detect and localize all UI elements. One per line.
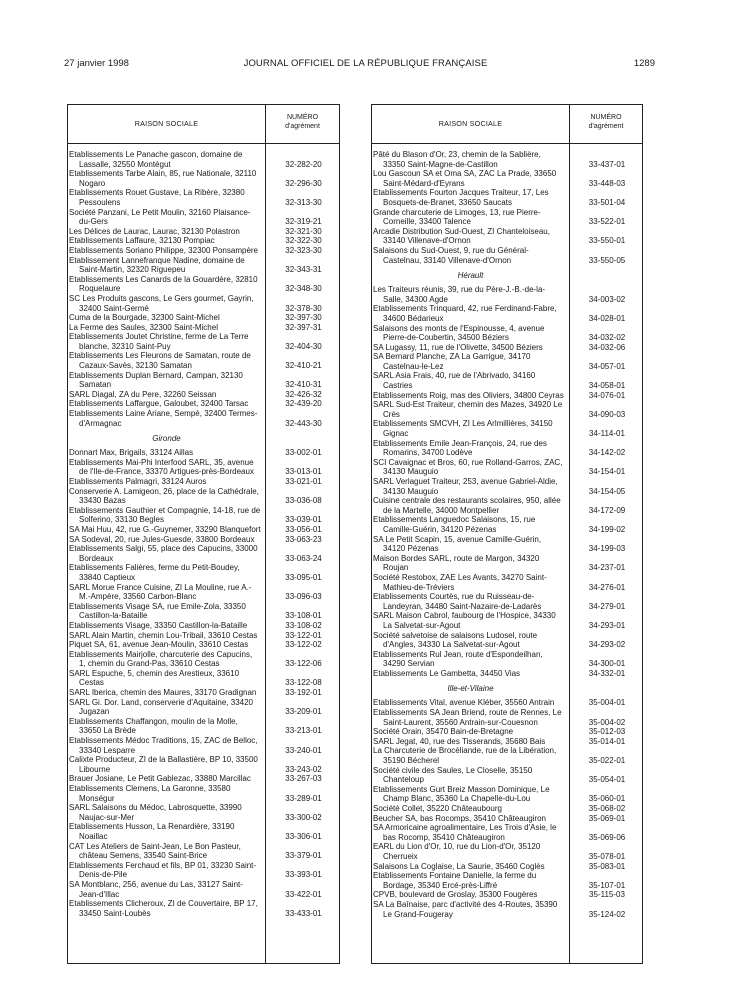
agrement-number-cell: 33-213-01: [285, 726, 322, 736]
agrement-number-cell: 33-063-23: [285, 534, 322, 544]
agrement-number-cell: 34-076-01: [588, 390, 626, 400]
department-heading: Hérault: [457, 271, 484, 281]
raison-sociale-cell: Etablissements Mairjolle, charcuterie des Capucins, 1, chemin du Grand-Pas, 33610 Cestas: [69, 649, 253, 669]
raison-sociale-cell: Etablissements Salgi, 55, place des Capucins, 33000 Bordeaux: [69, 544, 258, 563]
raison-sociale-cell: Arcadie Distribution Sud-Ouest, ZI Chanteloiseau, 33140 Villenave-d'Ornon: [373, 226, 550, 246]
raison-sociale-cell: SARL Gi. Dor. Land, conserverie d'Aquitaine, 33420 Jugazan: [69, 697, 254, 717]
raison-sociale-cell: Etablissements Falières, ferme du Petit-Boudey, 33840 Captieux: [69, 563, 240, 582]
agrement-number-cell: 33-437-01: [588, 159, 626, 169]
agrement-number-cell: 32-410-21: [285, 361, 322, 371]
table-row: [68, 583, 339, 602]
agrement-number-cell: 35-022-01: [588, 756, 626, 766]
raison-sociale-cell: Etablissements Soriano Philippe, 32300 Ponsampère: [69, 245, 259, 255]
table-row: [372, 804, 642, 814]
header-raison-sociale: RAISON SOCIALE: [438, 119, 503, 128]
raison-sociale-cell: Cuma de la Bourgade, 32300 Saint-Michel: [69, 313, 220, 323]
department-heading: Gironde: [152, 434, 181, 444]
raison-sociale-cell: Etablissements Les Canards de la Gouardère, 32810 Roquelaure: [69, 274, 258, 294]
raison-sociale-cell: Pâté du Blason d'Or, 23, chemin de la Sablière, 33350 Saint-Magne-de-Castillon: [373, 150, 541, 169]
table-row: [372, 285, 642, 304]
agrement-number-cell: 34-300-01: [588, 659, 626, 669]
agrement-number-cell: 35-012-03: [588, 727, 626, 737]
table-row: [372, 871, 642, 890]
raison-sociale-cell: Calixte Producteur, ZI de la Ballastière, BP 10, 33500 Libourne: [69, 755, 258, 774]
agrement-number-cell: 33-306-01: [285, 831, 322, 841]
table-row: [68, 506, 339, 525]
right-table-body: [372, 144, 642, 919]
raison-sociale-cell: SARL Sud-Est Traiteur, chemin des Mazes, 34920 Le Crès: [373, 400, 563, 419]
raison-sociale-cell: SARL Morue France Cuisine, ZI La Moulinе, rue A.-M.-Ampère, 33560 Carbon-Blanc: [69, 582, 252, 602]
table-row: [68, 717, 339, 736]
agrement-number-cell: 34-293-01: [588, 620, 626, 630]
raison-sociale-cell: Grande charcuterie de Limoges, 13, rue Pierre-Corneille, 33400 Talence: [373, 207, 541, 227]
agrement-number-cell: 33-422-01: [285, 889, 322, 899]
agrement-number-cell: 32-296-30: [285, 178, 322, 188]
raison-sociale-cell: SA Bernard Planche, ZA La Garrigue, 34170 Castelnau-le-Lez: [373, 352, 531, 371]
issue-date: 27 janvier 1998: [64, 58, 129, 69]
table-row: [68, 899, 339, 918]
table-row: [68, 487, 339, 506]
table-row: [68, 208, 339, 227]
agrement-number-cell: 34-142-02: [588, 448, 626, 458]
agrement-number-cell: 32-282-20: [285, 159, 322, 169]
table-row: [68, 477, 339, 487]
agrement-number-cell: 33-122-08: [285, 678, 322, 688]
table-row: [372, 439, 642, 458]
agrement-number-cell: 32-426-32: [285, 389, 322, 399]
raison-sociale-cell: SARL Asia Frais, 40, rue de l'Abrivado, 34160 Castries: [373, 371, 536, 391]
table-row: [372, 535, 642, 554]
agrement-number-cell: 32-321-30: [285, 226, 322, 236]
raison-sociale-cell: Etablissements Husson, La Renardière, 33190 Noaillac: [69, 822, 235, 841]
raison-sociale-cell: Société Collet, 35220 Châteaubourg: [373, 804, 502, 813]
table-row: [68, 774, 339, 784]
table-row: [372, 419, 642, 438]
table-row: [68, 822, 339, 841]
table-row: [372, 169, 642, 188]
table-row: [372, 823, 642, 842]
raison-sociale-cell: Etablissements Chaffangon, moulin de la Molle, 33650 La Brède: [69, 716, 238, 736]
agrement-number-cell: 35-083-01: [588, 861, 626, 871]
agrement-number-cell: 34-199-02: [588, 524, 626, 534]
raison-sociale-cell: SARL Maison Cabrol, faubourg de l'Hospice, 34330 La Salvetat-sur-Agout: [373, 611, 556, 630]
header-numero: [570, 113, 642, 131]
agrement-number-cell: 33-192-01: [285, 688, 322, 698]
left-table-body: [68, 144, 339, 918]
agrement-number-cell: 33-122-01: [285, 630, 322, 640]
agrement-number-cell: 34-154-01: [588, 467, 626, 477]
agrement-number-cell: 35-004-01: [588, 698, 626, 708]
raison-sociale-cell: Etablissements SA Jean Briend, route de Rennes, Le Saint-Laurent, 35560 Antrain-sur-Couesnon: [373, 708, 562, 727]
raison-sociale-cell: Etablissements Roig, mas des Oliviers, 34800 Ceyras: [373, 390, 564, 400]
raison-sociale-cell: Etablissements Le Gambetta, 34450 Vias: [373, 668, 521, 678]
table-row: [372, 611, 642, 630]
agrement-number-cell: 35-069-01: [588, 813, 626, 823]
table-row: [68, 332, 339, 351]
table-row: [372, 352, 642, 371]
raison-sociale-cell: Maison Bordes SARL, route de Margon, 34320 Roujan: [373, 553, 540, 573]
raison-sociale-cell: SA Mai Huu, 42, rue G.-Guynemer, 33290 Blanquefort: [69, 524, 261, 534]
department-heading: Ille-et-Vilaine: [447, 684, 494, 694]
table-row: [68, 246, 339, 256]
table-row: [372, 324, 642, 343]
table-row: [372, 515, 642, 534]
table-row: [68, 313, 339, 323]
table-row: [68, 842, 339, 861]
raison-sociale-cell: SA Armoricaine agroalimentaire, Les Trois d'Asie, le bas Rocomp, 35410 Châteaugiron: [373, 823, 557, 842]
agrement-number-cell: 35-054-01: [588, 775, 626, 785]
agrement-number-cell: 34-090-03: [588, 409, 626, 419]
table-row: [68, 275, 339, 294]
raison-sociale-cell: Les Délices de Laurac, Laurac, 32130 Polastron: [69, 226, 240, 236]
table-row: [68, 755, 339, 774]
raison-sociale-cell: Etablissements Laffaure, 32130 Pompiac: [69, 236, 215, 246]
raison-sociale-cell: Société civile des Saules, Le Closelle, 35150 Chanteloup: [373, 765, 533, 785]
raison-sociale-cell: Etablissement Lannefranque Nadine, domaine de Saint-Martin, 32320 Riguepeu: [69, 255, 245, 275]
table-row: [68, 227, 339, 237]
agrement-number-cell: 33-036-08: [285, 496, 322, 506]
table-row: [68, 390, 339, 400]
agrement-number-cell: 32-378-30: [285, 303, 322, 313]
raison-sociale-cell: SA Le Petit Scapin, 15, avenue Camille-Guérin, 34120 Pézenas: [373, 534, 542, 554]
raison-sociale-cell: Etablissements Emile Jean-François, 24, rue des Romarins, 34700 Lodève: [373, 438, 547, 458]
raison-sociale-cell: SARL Jegat, 40, rue des Tisserands, 35680 Bais: [373, 736, 546, 746]
table-row: [372, 698, 642, 708]
raison-sociale-cell: SA Sodeval, 20, rue Jules-Guesde, 33800 Bordeaux: [69, 534, 255, 544]
table-row: [68, 535, 339, 545]
agrement-number-cell: 33-039-01: [285, 515, 322, 525]
agrement-number-cell: 33-056-01: [285, 524, 322, 534]
table-row: [372, 371, 642, 390]
table-row: [372, 343, 642, 353]
agrement-number-cell: 33-501-04: [588, 197, 626, 207]
table-row: [68, 803, 339, 822]
raison-sociale-cell: Etablissements Médoc Traditions, 15, ZAC de Belloc, 33340 Lesparre: [69, 736, 258, 755]
raison-sociale-cell: Société Orain, 35470 Bain-de-Bretagne: [373, 727, 514, 737]
table-row: [68, 256, 339, 275]
header-numero-line2: d'agrément: [285, 123, 320, 130]
agrement-number-cell: 32-439-20: [285, 399, 322, 409]
journal-title: JOURNAL OFFICIEL DE LA RÉPUBLIQUE FRANÇAISE: [243, 58, 488, 69]
raison-sociale-cell: Etablissements Laffargue, Galoubet, 32400 Tarsac: [69, 399, 249, 409]
raison-sociale-cell: Etablissements Rul Jean, route d'Espondeilhan, 34290 Servian: [373, 649, 543, 669]
agrement-number-cell: 32-322-30: [285, 236, 322, 246]
agrement-number-cell: 33-095-01: [285, 572, 322, 582]
header-numero-line1: NUMÉRO: [286, 114, 319, 121]
agrement-number-cell: 34-057-01: [588, 361, 626, 371]
agrement-number-cell: 33-013-01: [285, 467, 322, 477]
raison-sociale-cell: SA Montblanc, 256, avenue du Las, 33127 Saint-Jean-d'Illac: [69, 879, 243, 899]
table-row: [372, 496, 642, 515]
agrement-number-cell: 34-058-01: [588, 381, 626, 391]
agrement-number-cell: 32-319-21: [285, 217, 322, 227]
table-row: [372, 208, 642, 227]
raison-sociale-cell: Etablissements Trinquard, 42, rue Ferdinand-Fabre, 34600 Bédarieux: [373, 304, 557, 323]
raison-sociale-cell: SCI Cavaignac et Bros, 60, rue Rolland-Garros, ZAC, 34130 Mauguio: [373, 457, 563, 477]
raison-sociale-cell: SA Lugassy, 11, rue de l'Olivette, 34500 Béziers: [373, 342, 543, 352]
agrement-number-cell: 35-078-01: [588, 851, 626, 861]
raison-sociale-cell: Salaisons La Coglaise, La Saurie, 35460 Coglès: [373, 861, 545, 871]
agrement-number-cell: 34-237-01: [588, 563, 626, 573]
agrement-number-cell: 35-068-02: [588, 804, 626, 813]
raison-sociale-cell: Etablissements Fontaine Danielle, la ferme du Bordage, 35340 Ercé-près-Liffré: [373, 871, 537, 890]
raison-sociale-cell: Brauer Josiane, Le Petit Gablezac, 33880 Marcillac: [69, 774, 251, 784]
right-table: [371, 104, 643, 964]
agrement-number-cell: 34-279-01: [588, 601, 626, 611]
raison-sociale-cell: Etablissements Tarbe Alain, 85, rue Nationale, 32110 Nogaro: [69, 169, 257, 188]
agrement-number-cell: 34-114-01: [589, 429, 625, 439]
raison-sociale-cell: La Ferme des Saules, 32300 Saint-Michel: [69, 322, 218, 332]
header-raison-sociale: RAISON SOCIALE: [134, 119, 199, 128]
table-row: [68, 880, 339, 899]
table-row: [372, 188, 642, 207]
raison-sociale-cell: Beucher SA, bas Rocomps, 35410 Châteaugiron: [373, 813, 546, 823]
table-row: [372, 554, 642, 573]
raison-sociale-cell: Lou Gascoun SA et Oma SA, ZAC La Prade, 33650 Saint-Médard-d'Eyrans: [373, 169, 557, 188]
raison-sociale-cell: Etablissements Clemens, La Garonne, 33580 Monségur: [69, 784, 231, 803]
table-row: [372, 391, 642, 401]
agrement-number-cell: 33-300-02: [285, 812, 322, 822]
agrement-number-cell: 33-289-01: [285, 793, 322, 803]
agrement-number-cell: 34-199-03: [588, 544, 626, 554]
table-row: [68, 563, 339, 582]
agrement-number-cell: 33-002-01: [285, 448, 322, 458]
table-header: [372, 105, 642, 144]
agrement-number-cell: 35-107-01: [588, 880, 626, 890]
table-header: [68, 105, 339, 144]
agrement-number-cell: 32-313-30: [285, 197, 322, 207]
agrement-number-cell: 34-172-09: [588, 505, 626, 515]
table-row: [68, 698, 339, 717]
raison-sociale-cell: SARL Salaisons du Médoc, Labrosquette, 33990 Naujac-sur-Mer: [69, 803, 242, 822]
agrement-number-cell: 33-096-03: [285, 592, 322, 602]
table-row: [372, 842, 642, 861]
raison-sociale-cell: Etablissements Laine Ariane, Sempé, 32400 Termes-d'Armagnac: [69, 409, 258, 428]
raison-sociale-cell: Donnart Max, Brigails, 33124 Aillas: [69, 448, 194, 458]
raison-sociale-cell: Etablissements Languedoc Salaisons, 15, rue Camille-Guérin, 34120 Pézenas: [373, 515, 536, 534]
raison-sociale-cell: Etablissements Gauthier et Compagnie, 14-18, rue de Solferino, 33130 Begles: [69, 505, 261, 525]
raison-sociale-cell: Etablissements Palmagri, 33124 Auros: [69, 477, 207, 486]
table-row: [372, 766, 642, 785]
raison-sociale-cell: Etablissements Gurt Breiz Masson Dominique, Le Champ Blanc, 35360 La Chapelle-du-Lou: [373, 784, 550, 804]
agrement-number-cell: 34-028-01: [588, 313, 626, 323]
agrement-number-cell: 35-004-02: [588, 717, 626, 727]
table-row: [372, 785, 642, 804]
table-row: [68, 150, 339, 169]
agrement-number-cell: 34-032-02: [588, 333, 626, 343]
table-row: [68, 399, 339, 409]
table-row: [68, 448, 339, 458]
raison-sociale-cell: CPVB, boulevard de Groslay, 35300 Fougères: [373, 890, 538, 900]
table-row: [372, 246, 642, 265]
agrement-number-cell: 32-343-31: [285, 265, 322, 275]
agrement-number-cell: 33-122-06: [285, 659, 322, 669]
raison-sociale-cell: Etablissements Duplan Bernard, Campan, 32130 Samatan: [69, 370, 243, 390]
raison-sociale-cell: Salaisons du Sud-Ouest, 9, rue du Général-Castelnau, 33140 Villenave-d'Ornon: [373, 245, 529, 265]
raison-sociale-cell: Etablissements Le Panache gascon, domaine de Lassalle, 32550 Montégut: [69, 150, 243, 169]
agrement-number-cell: 32-410-31: [285, 380, 322, 390]
raison-sociale-cell: Piquet SA, 61, avenue Jean-Moulin, 33610 Cestas: [69, 640, 249, 650]
raison-sociale-cell: SC Les Produits gascons, Le Gers gourmet, Gayrin, 32400 Saint-Germé: [69, 293, 254, 313]
agrement-number-cell: 33-522-01: [588, 217, 626, 227]
agrement-number-cell: 35-069-06: [588, 832, 626, 842]
agrement-number-cell: 33-021-01: [285, 477, 322, 486]
raison-sociale-cell: Etablissements Les Fleurons de Samatan, route de Cazaux-Savès, 32130 Samatan: [69, 351, 251, 371]
raison-sociale-cell: Etablissements Vital, avenue Kléber, 35560 Antrain: [373, 698, 555, 708]
raison-sociale-cell: La Charcuterie de Brocéliande, rue de la Libération, 35190 Bécherel: [373, 746, 557, 766]
table-row: [68, 631, 339, 641]
agrement-number-cell: 32-397-31: [285, 322, 322, 332]
agrement-number-cell: 35-014-01: [588, 736, 626, 746]
raison-sociale-cell: SARL Espuche, 5, chemin des Arestieux, 33610 Cestas: [69, 668, 240, 688]
raison-sociale-cell: SARL Diagal, ZA du Pere, 32260 Seissan: [69, 389, 217, 399]
table-row: [68, 458, 339, 477]
agrement-number-cell: 33-243-02: [285, 764, 322, 774]
raison-sociale-cell: Etablissements Mai-Phi Interfood SARL, 35, avenue de l'Ile-de-France, 33370 Artigues-près-Bordeaux: [69, 457, 254, 477]
raison-sociale-cell: CAT Les Ateliers de Saint-Jean, Le Bon Pasteur, château Semens, 33540 Saint-Brice: [69, 841, 241, 861]
table-row: [68, 544, 339, 563]
agrement-number-cell: 34-332-01: [588, 668, 626, 678]
agrement-number-cell: 34-154-05: [588, 486, 626, 496]
table-row: [372, 400, 642, 419]
header-numero-line1: NUMÉRO: [590, 114, 622, 121]
header-numero-line2: d'agrément: [588, 123, 624, 130]
table-row: [68, 409, 339, 428]
table-row: [372, 458, 642, 477]
agrement-number-cell: 33-433-01: [285, 908, 322, 918]
agrement-number-cell: 33-240-01: [285, 745, 322, 755]
table-row: [372, 814, 642, 824]
table-row: [68, 650, 339, 669]
agrement-number-cell: 32-348-30: [285, 284, 322, 294]
agrement-number-cell: 32-443-30: [285, 418, 322, 428]
page-number: 1289: [633, 58, 655, 69]
raison-sociale-cell: Société Restobox, ZAE Les Avants, 34270 Saint-Mathieu-de-Tréviers: [373, 572, 547, 592]
table-row: [372, 227, 642, 246]
table-row: [372, 746, 642, 765]
table-row: [68, 621, 339, 631]
agrement-number-cell: 34-293-02: [588, 640, 626, 650]
raison-sociale-cell: Conserverie A. Lamigeon, 26, place de la Cathédrale, 33430 Bazas: [69, 486, 259, 506]
table-row: [372, 304, 642, 323]
raison-sociale-cell: SARL Iberica, chemin des Maures, 33170 Gradignan: [69, 688, 257, 698]
raison-sociale-cell: Etablissements Ferchaud et fils, BP 01, 33230 Saint-Denis-de-Pile: [69, 860, 257, 880]
left-table: [67, 104, 340, 964]
agrement-number-cell: 33-063-24: [285, 553, 322, 563]
raison-sociale-cell: Etablissements SMCVH, ZI Les Arlmillières, 34150 Gignac: [373, 419, 553, 439]
raison-sociale-cell: SARL Alain Martin, chemin Lou-Tribail, 33610 Cestas: [69, 630, 258, 640]
raison-sociale-cell: Etablissements Clicheroux, ZI de Couvertaire, BP 17, 33450 Saint-Loubès: [69, 899, 258, 918]
raison-sociale-cell: Etablissements Rouet Gustave, La Ribère, 32380 Pessoulens: [69, 188, 245, 207]
agrement-number-cell: 34-032-06: [588, 342, 626, 352]
raison-sociale-cell: Etablissements Joutet Christine, ferme de La Terre blanche, 32310 Saint-Puy: [69, 332, 249, 351]
table-row: [372, 477, 642, 496]
agrement-number-cell: 32-323-30: [285, 245, 322, 255]
agrement-number-cell: 33-550-05: [588, 255, 626, 265]
table-row: [68, 236, 339, 246]
raison-sociale-cell: Société salvetoise de salaisons Ludosel, route d'Angles, 34330 La Salvetat-sur-Agout: [373, 630, 538, 650]
table-row: [68, 602, 339, 621]
table-row: [372, 592, 642, 611]
agrement-number-cell: 33-393-01: [285, 870, 322, 880]
raison-sociale-cell: Les Traiteurs réunis, 39, rue du Père-J.-B.-de-la-Salle, 34300 Agde: [373, 285, 546, 304]
raison-sociale-cell: Etablissements Fourton Jacques Traiteur, 17, Les Bosquets-de-Branet, 33650 Saucats: [373, 188, 549, 207]
agrement-number-cell: 35-124-02: [588, 909, 626, 919]
table-row: [372, 708, 642, 727]
agrement-number-cell: 35-060-01: [588, 794, 626, 804]
table-row: [68, 351, 339, 370]
table-row: [68, 169, 339, 188]
agrement-number-cell: 32-397-30: [285, 313, 322, 323]
table-row: [372, 669, 642, 679]
table-row: [372, 737, 642, 747]
raison-sociale-cell: Etablissements Visage, 33350 Castillon-la-Bataille: [69, 620, 248, 630]
table-row: [68, 669, 339, 688]
table-row: [68, 736, 339, 755]
table-row: [68, 323, 339, 333]
table-row: [372, 573, 642, 592]
table-row: [372, 862, 642, 872]
raison-sociale-cell: SARL Verlaguet Traiteur, 253, avenue Gabriel-Aldie, 34130 Mauguio: [373, 477, 558, 496]
table-row: [68, 371, 339, 390]
table-row: [372, 890, 642, 900]
raison-sociale-cell: Etablissements Visage SA, rue Emile-Zola, 33350 Castillon-la-Bataille: [69, 601, 246, 621]
agrement-number-cell: 32-404-30: [285, 341, 322, 351]
table-row: [68, 294, 339, 313]
raison-sociale-cell: SA La Baînaise, parc d'activité des 4-Routes, 35390 Le Grand-Fougeray: [373, 899, 558, 919]
table-row: [68, 188, 339, 207]
table-row: [68, 861, 339, 880]
table-row: [372, 727, 642, 737]
agrement-number-cell: 33-108-02: [285, 620, 322, 630]
header-numero: [266, 113, 339, 131]
agrement-number-cell: 33-267-03: [285, 774, 322, 784]
table-row: [68, 688, 339, 698]
raison-sociale-cell: Cuisine centrale des restaurants scolaires, 950, allée de la Martelle, 34000 Montpellier: [373, 496, 561, 515]
agrement-number-cell: 34-003-02: [588, 294, 626, 304]
table-row: [372, 631, 642, 650]
agrement-number-cell: 33-108-01: [285, 611, 322, 621]
table-row: [68, 525, 339, 535]
agrement-number-cell: 33-379-01: [285, 851, 322, 861]
agrement-number-cell: 33-209-01: [285, 707, 322, 717]
table-row: [68, 784, 339, 803]
raison-sociale-cell: Salaisons des monts de l'Espinousse, 4, avenue Pierre-de-Coubertin, 34500 Béziers: [373, 323, 545, 343]
table-row: [372, 650, 642, 669]
agrement-number-cell: 33-448-03: [588, 178, 626, 188]
page-header: [0, 58, 731, 72]
table-row: [372, 150, 642, 169]
table-row: [68, 640, 339, 650]
table-row: [372, 900, 642, 919]
raison-sociale-cell: Etablissements Courtès, rue du Ruisseau-de-Landeyran, 34480 Saint-Nazaire-de-Ladarès: [373, 592, 542, 611]
raison-sociale-cell: Société Panzani, Le Petit Moulin, 32160 Plaisance-du-Gers: [69, 207, 251, 227]
agrement-number-cell: 34-276-01: [588, 582, 626, 592]
raison-sociale-cell: EARL du Lion d'Or, 10, rue du Lion-d'Or, 35120 Cherrueix: [373, 842, 541, 861]
agrement-number-cell: 35-115-03: [589, 890, 625, 900]
agrement-number-cell: 33-550-01: [588, 236, 626, 246]
agrement-number-cell: 33-122-02: [285, 640, 322, 650]
